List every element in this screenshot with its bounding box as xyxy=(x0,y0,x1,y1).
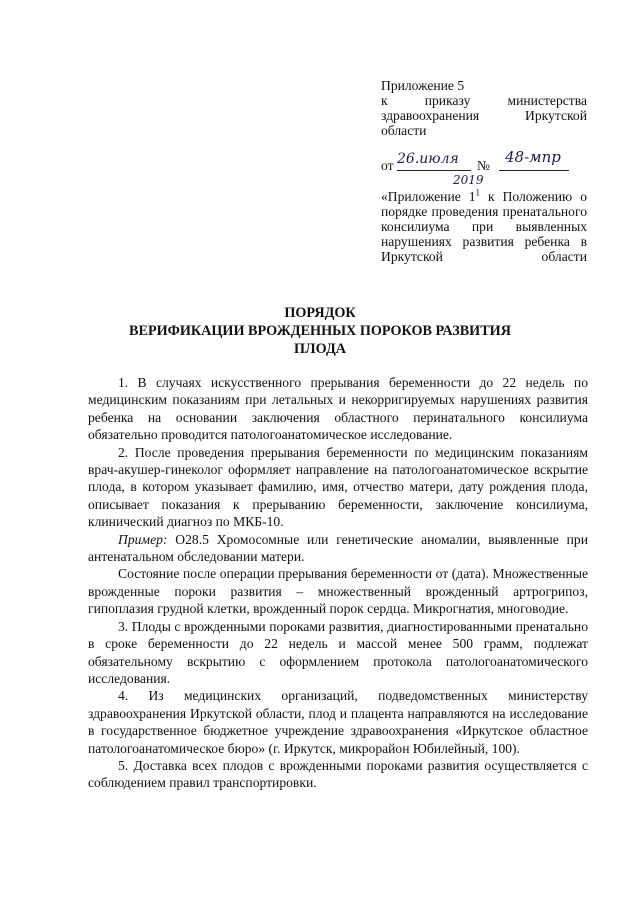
order-date-number-line xyxy=(381,148,587,174)
document-title xyxy=(60,304,580,358)
paragraph-1: 1. В случаях искусственного прерывания беременности до 22 недель по медицинским показаниям при летальных и некорригируемых нарушениях развития ребенка на основании заключения областного перинатального консилиума обязательно проводится патологоанатомическое исследование. xyxy=(88,375,588,443)
date-underline xyxy=(397,170,471,171)
paragraph-state: Состояние после операции прерывания беременности от (дата). Множественные врожденные пороки развития – множественный врожденный артрогрипоз, гипоплазия грудной клетки, врожденный порок сердца. Микрогнатия, многоводие. xyxy=(88,566,588,617)
appendix-sub-reference xyxy=(381,189,587,264)
paragraph-3: 3. Плоды с врожденными пороками развития, диагностированными пренатально в сроке беременности до 22 недель и массой менее 500 грамм, подлежат обязательному вскрытию с оформлением протокола патологоанатомического исследования. xyxy=(88,618,588,686)
order-number-sign: № xyxy=(477,158,490,173)
paragraph-5: 5. Доставка всех плодов с врожденными пороками развития осуществляется с соблюдением правил транспортировки. xyxy=(88,757,588,791)
handwritten-order-year: 2019 xyxy=(453,173,484,187)
paragraph-2: 2. После проведения прерывания беременности по медицинским показаниям врач-акушер-гинеколог оформляет направление на патологоанатомическое вскрытие плода, в котором указывает фамилию, имя, отчество матери, дату рождения плода, описывает показания к прерыванию беременности, заключение консилиума, клинический диагноз по МКБ-10. xyxy=(88,444,588,530)
handwritten-order-date: 26.июля xyxy=(397,151,459,167)
title-line-1: ПОРЯДОК xyxy=(284,305,356,321)
appendix-number: Приложение 5 xyxy=(381,78,465,93)
sub-reference-rest: к Положению о порядке проведения пренатального консилиума при выявленных нарушениях развития ребенка в Иркутской области xyxy=(381,189,587,264)
appendix-header xyxy=(381,78,587,264)
sub-reference-superscript: 1 xyxy=(475,187,481,198)
number-underline xyxy=(499,170,569,171)
handwritten-order-number: 48-мпр xyxy=(505,148,561,166)
example-text: O28.5 Хромосомные или генетические аномалии, выявленные при антенатальном обследовании матери. xyxy=(88,531,588,565)
order-date-prefix: от xyxy=(381,158,394,173)
title-line-2: ВЕРИФИКАЦИИ ВРОЖДЕННЫХ ПОРОКОВ РАЗВИТИЯ xyxy=(129,323,511,339)
document-body xyxy=(88,374,588,792)
paragraph-example xyxy=(88,531,588,566)
title-line-3: ПЛОДА xyxy=(294,341,346,357)
example-label: Пример: xyxy=(118,531,168,547)
appendix-order-reference: к приказу министерства здравоохранения Иркутской области xyxy=(381,93,587,138)
paragraph-4: 4. Из медицинских организаций, подведомственных министерству здравоохранения Иркутской области, плод и плацента направляются на исследование в государственное бюджетное учреждение здравоохранения «Иркутское областное патологоанатомическое бюро» (г. Иркутск, микрорайон Юбилейный, 100). xyxy=(88,688,588,756)
sub-reference-start: «Приложение 1 xyxy=(381,189,476,204)
